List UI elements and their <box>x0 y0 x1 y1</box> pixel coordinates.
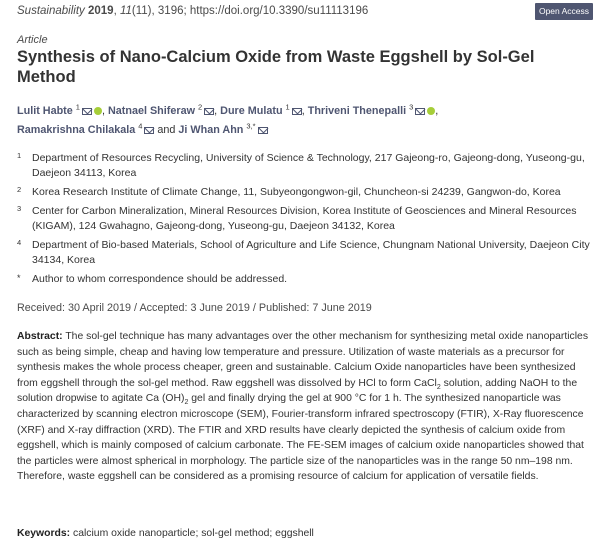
author-list: Lulit Habte $^1$ , Natnael Shiferaw $^2$ , Dure Mulatu $^1$ , Thriveni Thenepalli $^3$ , Ramakrishna Chilakala $^4$ and Ji Whan Ahn $^{3,*}$ <box>17 102 439 136</box>
author-affil-num: 1 <box>75 102 80 112</box>
email-icon[interactable] <box>258 127 268 134</box>
keywords-label: Keywords: <box>17 528 71 539</box>
keywords-list: calcium oxide nanoparticle; sol-gel method; eggshell <box>73 528 314 539</box>
abstract-subscript: 2 <box>436 383 441 391</box>
author-affil-num: 3 <box>409 102 414 112</box>
correspondence-text: Author to whom correspondence should be addressed. <box>32 273 288 285</box>
affiliation-text: Department of Resources Recycling, University of Science & Technology, 217 Gajeong-ro, Gajeong-dong, Yuseong-gu, Daejeon 34113, Korea <box>32 152 585 179</box>
author-affil-num: 4 <box>138 121 143 131</box>
article-type: Article <box>17 34 48 46</box>
abstract-text: The sol-gel technique has many advantages over the other mechanism for synthesizing metal oxide nanoparticles such as being simple, cheap and having low temperature and pressure. Utilization of waste materials as a precursor for synthesis makes the whole process cheaper, green and sustainable. Calcium Oxide nanoparticles have been synthesized from eggshell through the sol-gel method. Raw eggshell was dissolved by HCl to form CaCl <box>17 331 589 389</box>
correspondence-star: * <box>17 273 21 283</box>
abstract-text: gel and finally drying the gel at 900 °C for 1 h. The synthesized nanoparticle was characterized by scanning electron microscope (SEM), Fourier-transform infrared spectroscopy (FTIR), X-Ray fluorescence (XRF) and X-ray diffraction (XRD). The FTIR and XRD results have clearly depicted the synthesis of calcium oxide from eggshell, which is mainly composed of calcium carbonate. The FE-SEM images of calcium oxide nanoparticles showed that the particles were almost spherical in morphology. The particle size of the nanoparticles was in the range 50 nm–198 nm. Therefore, waste eggshell can be considered as a promising resource of calcium for application of versatile fields. <box>17 393 584 483</box>
citation-doi[interactable]: , 3196; https://doi.org/10.3390/su11113196 <box>151 5 369 17</box>
affiliation-item <box>17 204 597 234</box>
abstract <box>17 329 597 485</box>
abstract-text: solution, adding NaOH to the solution dropwise to agitate Ca (OH) <box>17 377 578 405</box>
affiliation-item <box>17 185 597 200</box>
abstract-subscript: 2 <box>184 399 189 407</box>
author-link[interactable]: Lulit Habte <box>17 105 73 117</box>
and-word: and <box>157 124 176 136</box>
orcid-icon[interactable] <box>427 107 435 115</box>
author-affil-num: 1 <box>285 102 290 112</box>
affiliation-list <box>17 151 597 291</box>
keywords <box>17 528 314 539</box>
author-link[interactable]: Ramakrishna Chilakala <box>17 124 136 136</box>
article-title: Synthesis of Nano-Calcium Oxide from Waste Eggshell by Sol-Gel Method <box>17 48 535 86</box>
email-icon[interactable] <box>292 108 302 115</box>
open-access-badge[interactable]: Open Access <box>535 3 593 20</box>
email-icon[interactable] <box>82 108 92 115</box>
author-link[interactable]: Dure Mulatu <box>220 105 283 117</box>
affiliation-text: Korea Research Institute of Climate Change, 11, Subyeongongwon-gil, Chuncheon-si 24239, Gangwon-do, Korea <box>32 186 561 198</box>
author-affil-num: 2 <box>197 102 203 112</box>
citation-volume: 11 <box>119 5 132 17</box>
email-icon[interactable] <box>415 108 425 115</box>
email-icon[interactable] <box>144 127 154 134</box>
affiliation-item <box>17 238 597 268</box>
journal-name: Sustainability <box>17 5 85 17</box>
citation-line: Sustainability 2019, 11(11), 3196; https://doi.org/10.3390/su11113196 <box>17 5 369 17</box>
correspondence-note <box>17 272 597 287</box>
citation-year: 2019 <box>87 5 114 17</box>
affiliation-number: 3 <box>17 204 22 213</box>
affiliation-text: Center for Carbon Mineralization, Mineral Resources Division, Korea Institute of Geosciences and Mineral Resources (KIGAM), 124 Gwahagno, Gajeong-dong, Yuseong-gu, Daejeon 34132, Korea <box>32 205 577 232</box>
author-link[interactable]: Ji Whan Ahn <box>178 124 244 136</box>
orcid-icon[interactable] <box>94 107 102 115</box>
affiliation-number: 4 <box>17 238 22 247</box>
abstract-label: Abstract: <box>17 331 63 342</box>
affiliation-number: 2 <box>17 185 22 194</box>
affiliation-number: 1 <box>17 151 22 160</box>
email-icon[interactable] <box>204 108 214 115</box>
author-affil-num: 3,* <box>246 121 256 131</box>
affiliation-item <box>17 151 597 181</box>
affiliation-text: Department of Bio-based Materials, School of Agriculture and Life Science, Chungnam National University, Daejeon City 34134, Korea <box>32 239 590 266</box>
author-link[interactable]: Natnael Shiferaw <box>107 105 195 117</box>
publication-dates: Received: 30 April 2019 / Accepted: 3 June 2019 / Published: 7 June 2019 <box>17 302 372 314</box>
author-link[interactable]: Thriveni Thenepalli <box>307 105 407 117</box>
citation-issue: (11) <box>131 5 152 17</box>
